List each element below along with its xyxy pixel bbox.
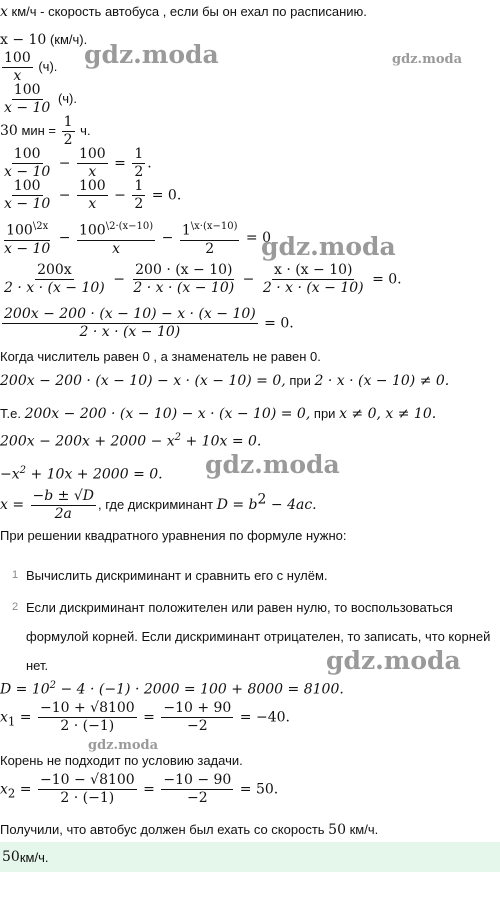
fraction <box>161 772 233 807</box>
fraction <box>261 262 366 297</box>
equation-line-6 <box>0 373 449 389</box>
end: = 0 <box>241 229 272 246</box>
equation-line-9 <box>0 465 163 483</box>
numerator: 200x − 200 · (x − 10) − x · (x − 10) <box>4 306 256 322</box>
numerator: 100 <box>78 178 106 194</box>
denominator: 2 · x · (x − 10) <box>4 280 105 296</box>
denominator: 2 <box>134 164 144 180</box>
watermark: gdz.moda <box>84 40 219 69</box>
list-text: Если дискриминант положителен или равен нулю, то воспользоваться формулой корней. Если дискриминант отрицателен, то записать, что корней нет. <box>26 600 491 673</box>
fraction <box>2 82 52 117</box>
instruction-text: При решении квадратного уравнения по формуле нужно: <box>0 528 347 543</box>
power: 2 <box>257 491 267 508</box>
watermark: gdz.moda <box>261 232 396 261</box>
fraction <box>132 178 145 213</box>
numerator: −b ± √D <box>32 488 94 504</box>
end: = 50. <box>235 781 279 798</box>
operator: = <box>109 155 131 172</box>
numerator: −10 − 90 <box>163 772 232 788</box>
numerator: 100 <box>6 222 33 239</box>
equation-line-7 <box>0 406 436 422</box>
answer-unit: км/ч. <box>19 849 49 865</box>
denominator: x <box>112 240 121 257</box>
fraction <box>131 262 236 297</box>
equation-line-8 <box>0 432 261 450</box>
fraction <box>2 178 52 213</box>
numerator: 1 <box>181 222 191 239</box>
formula-line <box>0 488 317 523</box>
end: . <box>147 155 152 172</box>
fraction <box>38 700 137 735</box>
fraction <box>2 50 33 85</box>
multiplier: \x·(x−10) <box>190 221 238 232</box>
time-schedule-line <box>0 50 57 85</box>
expr: + 10x = 0. <box>181 433 262 450</box>
index: 1 <box>7 714 16 729</box>
numerator: −10 − √8100 <box>39 772 135 788</box>
unit: (ч). <box>54 90 77 106</box>
fraction <box>77 146 108 181</box>
numerator: 100 <box>13 178 41 194</box>
operator: = <box>15 709 36 726</box>
fraction <box>62 114 75 149</box>
unit: (ч). <box>34 58 58 74</box>
fraction <box>77 218 155 258</box>
text: Получили, что автобус должен был ехать со скорость <box>0 822 329 837</box>
condition: x ≠ 0, x ≠ 10. <box>339 406 437 422</box>
operator: − <box>109 187 131 204</box>
expr: + 10x + 2000 = 0. <box>26 466 163 483</box>
operator: − <box>54 187 75 204</box>
lhs: x = <box>0 496 29 513</box>
numerator: 1 <box>63 114 73 130</box>
value: 30 <box>0 122 18 139</box>
condition: 2 · x · (x − 10) ≠ 0. <box>314 373 450 389</box>
denominator: 2a <box>54 506 72 522</box>
denominator: 2 · x · (x − 10) <box>79 324 181 340</box>
expr: − 4 · (−1) · 2000 = 100 + 8000 = 8100. <box>56 681 344 698</box>
operator: = <box>138 781 160 798</box>
end: = 0. <box>147 187 182 204</box>
denominator: x − 10 <box>4 196 51 212</box>
denominator: −2 <box>187 790 208 806</box>
numerator: 1 <box>134 146 144 162</box>
minutes-line <box>0 114 91 149</box>
unit: (км/ч). <box>46 32 88 47</box>
numerator: 200 · (x − 10) <box>135 262 233 278</box>
expr: −x <box>0 466 20 483</box>
denominator: x − 10 <box>4 164 51 180</box>
denominator: x − 10 <box>4 100 51 116</box>
power: 2 <box>174 432 182 443</box>
equation-line-4 <box>0 262 402 297</box>
text: мин = <box>17 122 60 138</box>
watermark: gdz.moda <box>392 52 463 67</box>
answer-value: 50 <box>2 849 20 865</box>
denominator: x − 10 <box>4 240 51 257</box>
var-x: x <box>0 4 8 20</box>
end: = 0. <box>259 315 294 332</box>
unit: ч. <box>76 122 91 138</box>
text: Т.е. <box>0 406 25 421</box>
lhs: x <box>0 709 8 726</box>
denominator: 2 · x · (x − 10) <box>133 280 235 296</box>
fraction <box>132 146 145 181</box>
denominator: 2 · x · (x − 10) <box>262 280 364 296</box>
denominator: −2 <box>187 718 208 734</box>
fraction <box>2 218 52 258</box>
fraction <box>77 178 108 213</box>
denominator: 2 <box>134 196 144 212</box>
end: = 0. <box>367 271 402 288</box>
expr: D = 10 <box>0 681 50 698</box>
bus-speed-line <box>0 32 87 48</box>
fraction <box>2 306 258 341</box>
numerator: −10 + √8100 <box>39 700 135 716</box>
numerator: x · (x − 10) <box>273 262 353 278</box>
numerator: −10 + 90 <box>163 700 232 716</box>
numerator: 100 <box>13 146 41 162</box>
fraction <box>31 488 96 523</box>
numerator: 100 <box>4 50 31 66</box>
denominator: 2 <box>205 240 215 257</box>
text: , где дискриминант <box>98 496 217 512</box>
denominator: x <box>13 68 22 84</box>
numerator: 100 <box>78 146 106 162</box>
operator: − <box>54 229 75 246</box>
conclusion-line <box>0 822 378 838</box>
list-text: Вычислить дискриминант и сравнить его с нулём. <box>26 568 328 583</box>
operator: − <box>157 229 178 246</box>
end: = −40. <box>235 709 290 726</box>
denominator: 2 · (−1) <box>60 718 115 734</box>
fraction <box>180 218 240 258</box>
watermark: gdz.moda <box>88 738 159 753</box>
condition-text: Когда числитель равен 0 , а знаменатель не равен 0. <box>0 349 321 364</box>
equation-line-5 <box>0 306 294 341</box>
expr: 200x − 200 · (x − 10) − x · (x − 10) = 0, <box>24 406 311 422</box>
root-2-line <box>0 772 278 807</box>
denominator: x <box>88 164 97 180</box>
operator: − <box>238 271 259 288</box>
power: 2 <box>19 465 27 476</box>
operator: − <box>108 271 130 288</box>
text: при <box>285 373 315 388</box>
answer-box <box>0 842 500 872</box>
time-actual-line <box>0 82 77 117</box>
equation-line-3 <box>0 218 271 258</box>
operator: − <box>54 155 75 172</box>
numerator: 100 <box>13 82 41 98</box>
operator: = <box>15 781 36 798</box>
index: 2 <box>7 786 16 801</box>
intro-line <box>0 4 367 20</box>
rhs: D = b <box>216 496 258 513</box>
expr: x − 10 <box>0 32 47 48</box>
denominator: 2 <box>63 132 73 148</box>
multiplier: \2x <box>32 221 49 232</box>
value: 50 <box>328 822 346 838</box>
watermark: gdz.moda <box>205 450 340 479</box>
multiplier: \2·(x−10) <box>105 221 154 232</box>
power: 2 <box>49 680 57 691</box>
discriminant-line <box>0 680 344 698</box>
list-number: 2 <box>12 601 19 613</box>
numerator: 1 <box>134 178 144 194</box>
expr: 200x − 200x + 2000 − x <box>0 433 175 450</box>
intro-text: км/ч - скорость автобуса , если бы он ехал по расписанию. <box>7 4 367 19</box>
unit: км/ч. <box>346 822 379 837</box>
fraction <box>38 772 137 807</box>
operator: = <box>138 709 160 726</box>
denominator: x <box>88 196 97 212</box>
root-rejected-text: Корень не подходит по условию задачи. <box>0 753 243 768</box>
fraction <box>2 146 52 181</box>
equation-line-1 <box>0 146 152 181</box>
expr: 200x − 200 · (x − 10) − x · (x − 10) = 0, <box>0 373 286 389</box>
text: при <box>310 406 340 421</box>
lhs: x <box>0 781 8 798</box>
equation-line-2 <box>0 178 181 213</box>
numerator: 100 <box>78 222 106 239</box>
numerator: 200x <box>37 262 72 278</box>
fraction <box>2 262 107 297</box>
denominator: 2 · (−1) <box>60 790 115 806</box>
watermark: gdz.moda <box>326 646 461 675</box>
fraction <box>161 700 233 735</box>
root-1-line <box>0 700 290 735</box>
rhs: − 4ac. <box>266 496 317 513</box>
list-number: 1 <box>12 569 19 581</box>
